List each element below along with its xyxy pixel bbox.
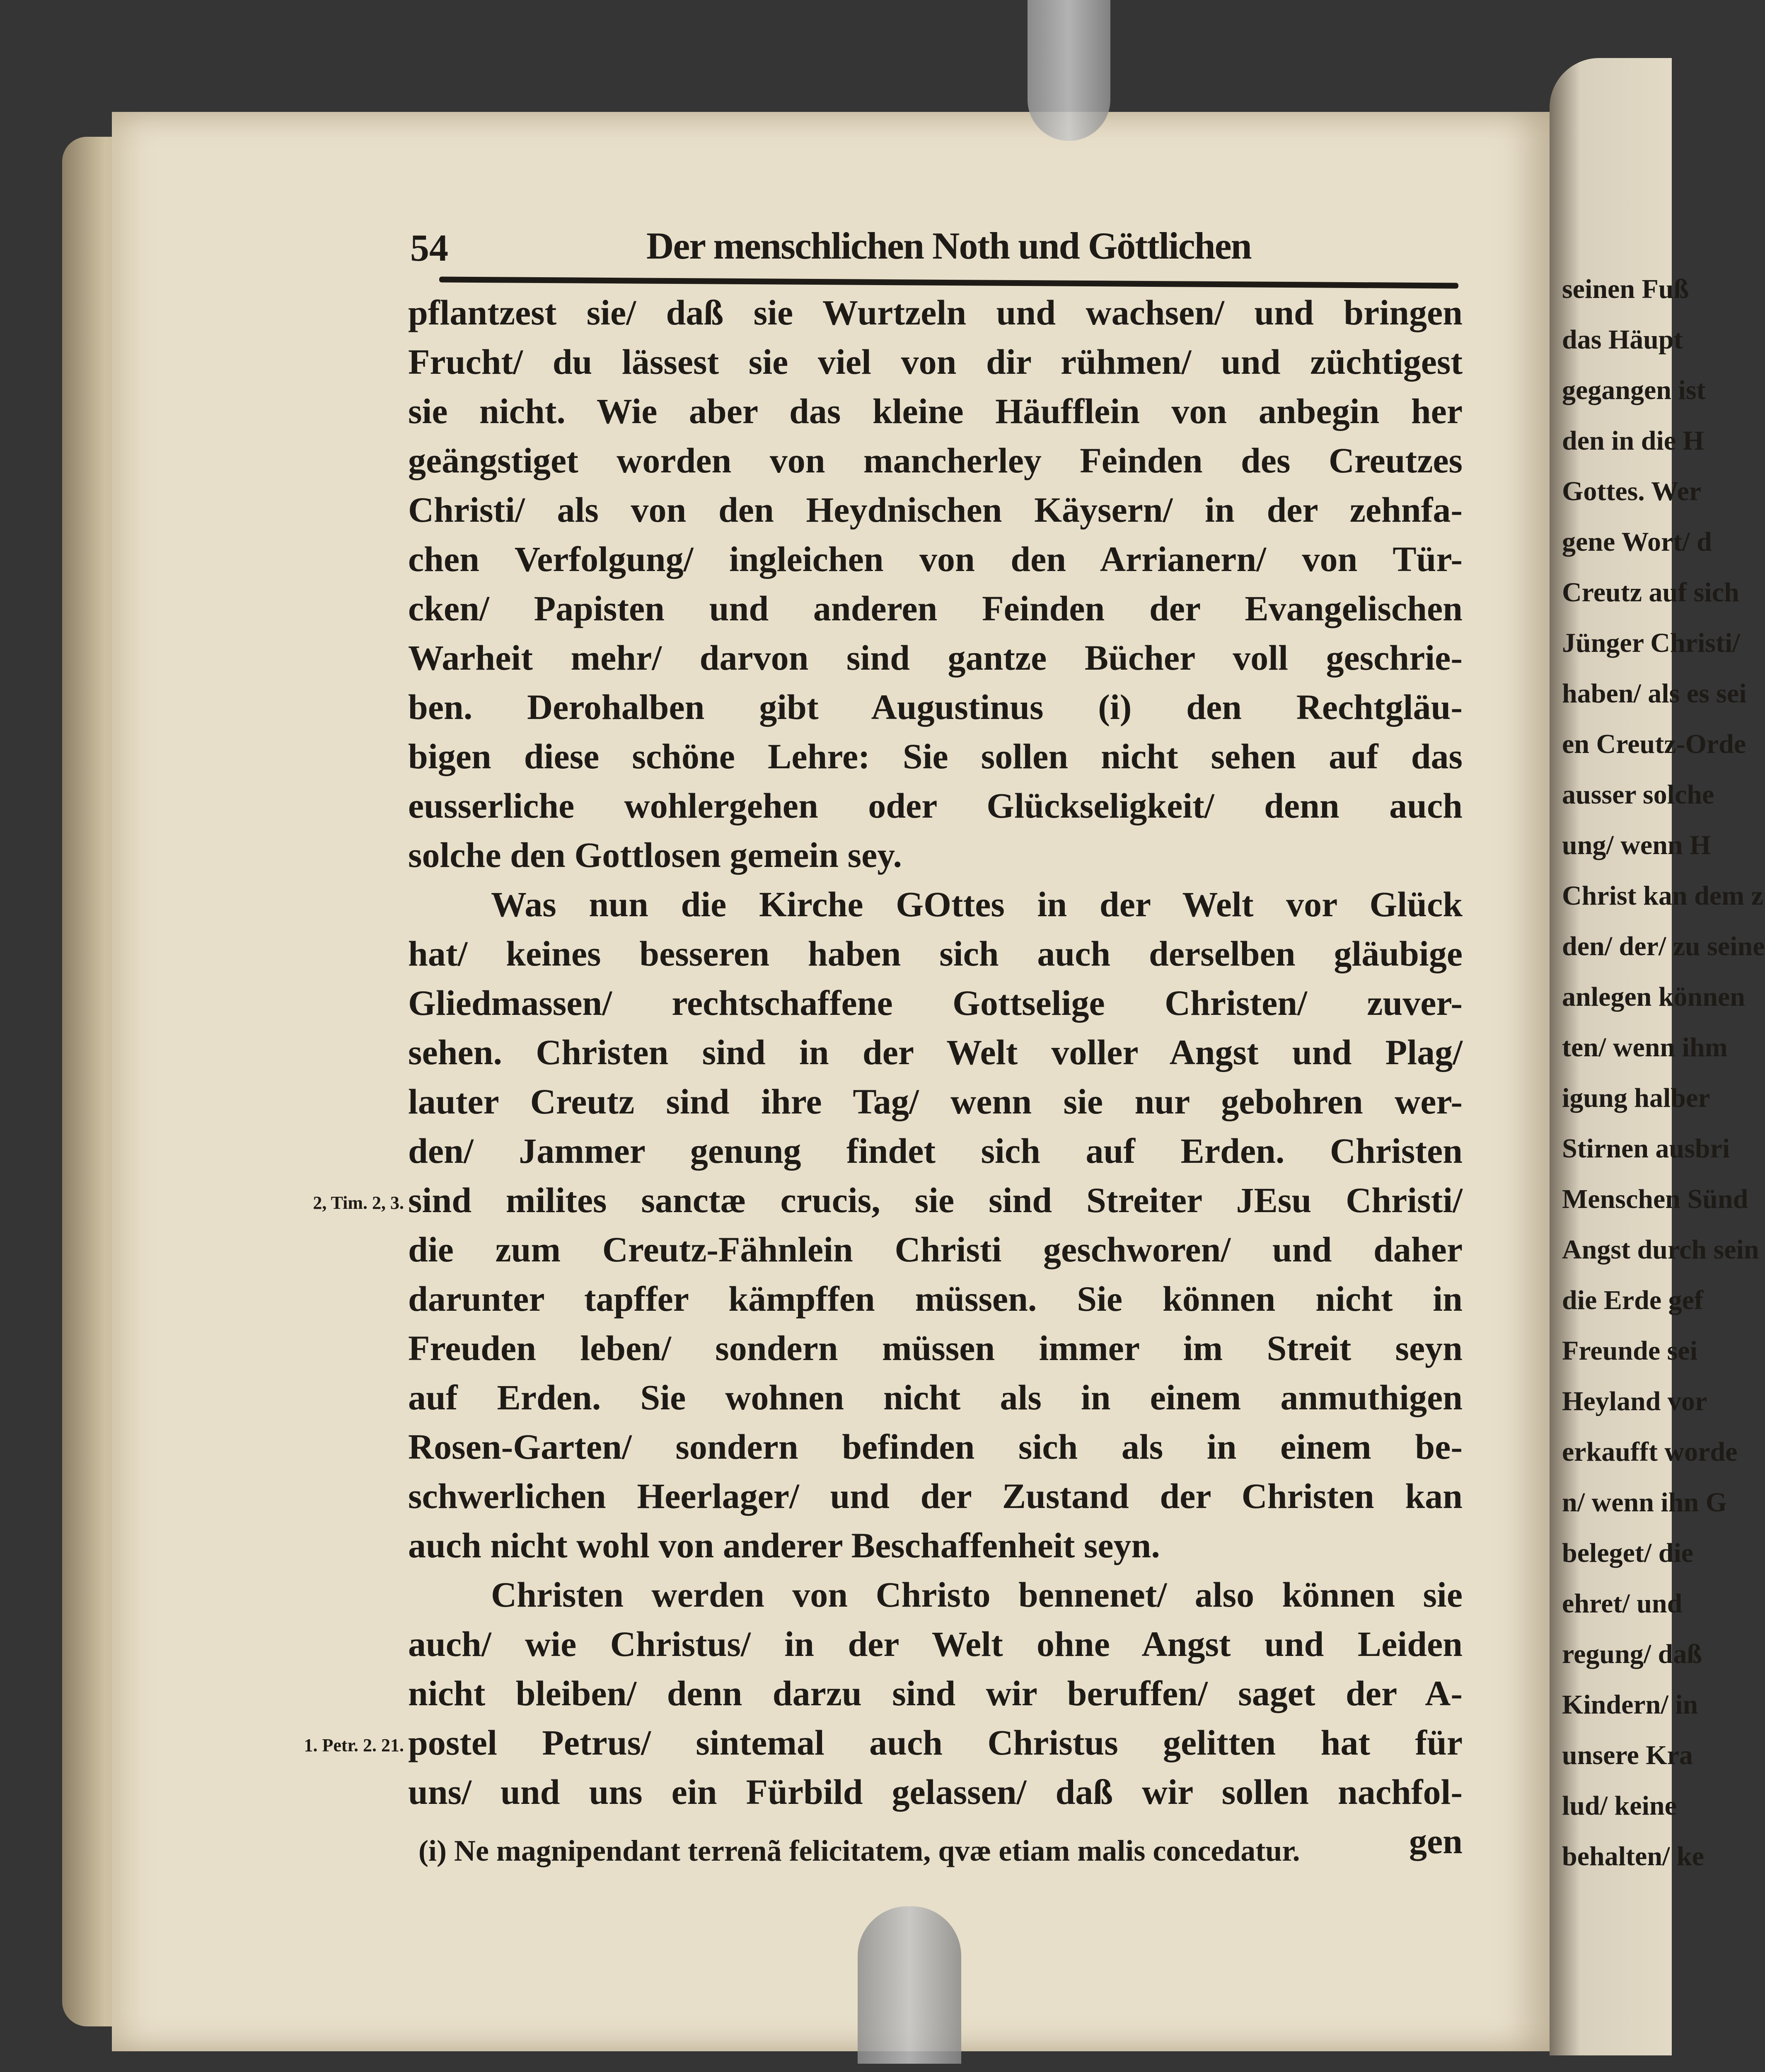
text-line: Freuden leben/ sondern müssen immer im Streit seyn xyxy=(408,1328,1463,1368)
text-line: solche den Gottlosen gemein sey. xyxy=(408,835,902,875)
facing-page-line: Menschen Sünd xyxy=(1562,1184,1748,1214)
text-line: hat/ keines besseren haben sich auch derselben gläubige xyxy=(408,934,1463,973)
book-clip-bottom xyxy=(858,1906,961,2064)
facing-page-line: Christ kan dem z xyxy=(1562,881,1763,911)
facing-page-line: unsere Kra xyxy=(1562,1740,1693,1770)
text-line: sind milites sanctæ crucis, sie sind Streiter JEsu Christi/ xyxy=(408,1180,1463,1220)
text-line: nicht bleiben/ denn darzu sind wir beruffen/ saget der A- xyxy=(408,1673,1463,1713)
facing-page-line: Heyland vor xyxy=(1562,1386,1707,1416)
text-line: lauter Creutz sind ihre Tag/ wenn sie nur gebohren wer- xyxy=(408,1082,1463,1121)
text-line: Christi/ als von den Heydnischen Käysern/ in der zehnfa- xyxy=(408,490,1463,530)
facing-page-line: die Erde gef xyxy=(1562,1285,1703,1315)
facing-page-line: haben/ als es sei xyxy=(1562,678,1747,709)
text-line: cken/ Papisten und anderen Feinden der Evangelischen xyxy=(408,588,1463,628)
text-line: den/ Jammer genung findet sich auf Erden. Christen xyxy=(408,1131,1463,1171)
facing-page-line: ausser solche xyxy=(1562,779,1714,810)
text-line: sehen. Christen sind in der Welt voller Angst und Plag/ xyxy=(408,1032,1463,1072)
facing-page-line: gene Wort/ d xyxy=(1562,527,1712,557)
facing-page-line: lud/ keine xyxy=(1562,1791,1677,1821)
margin-note: 1. Petr. 2. 21. xyxy=(304,1735,404,1755)
text-line: Frucht/ du lässest sie viel von dir rühmen/ und züchtigest xyxy=(408,342,1463,382)
facing-page-line: Jünger Christi/ xyxy=(1562,628,1740,658)
text-line: pflantzest sie/ daß sie Wurtzeln und wachsen/ und bringen xyxy=(408,293,1463,332)
facing-page-line: beleget/ die xyxy=(1562,1538,1694,1568)
facing-page-line: Angst durch sein xyxy=(1562,1234,1759,1265)
text-line: chen Verfolgung/ ingleichen von den Arrianern/ von Tür- xyxy=(408,539,1463,579)
text-line: bigen diese schöne Lehre: Sie sollen nicht sehen auf das xyxy=(408,736,1463,776)
page-number: 54 xyxy=(410,227,448,269)
text-line: Rosen-Garten/ sondern befinden sich als in einem be- xyxy=(408,1427,1463,1467)
facing-page-line: behalten/ ke xyxy=(1562,1841,1704,1871)
facing-page-line: erkaufft worde xyxy=(1562,1437,1738,1467)
facing-page-line: den/ der/ zu seine xyxy=(1562,931,1765,961)
facing-page-line: Kindern/ in xyxy=(1562,1690,1698,1720)
facing-page-line: Stirnen ausbri xyxy=(1562,1133,1730,1164)
text-line: schwerlichen Heerlager/ und der Zustand der Christen kan xyxy=(408,1476,1463,1516)
facing-page-line: gegangen ist xyxy=(1562,375,1706,405)
text-line: auf Erden. Sie wohnen nicht als in einem anmuthigen xyxy=(408,1377,1463,1417)
facing-page-line: ung/ wenn H xyxy=(1562,830,1711,860)
facing-page-line: das Häupt xyxy=(1562,324,1683,355)
body-text xyxy=(408,288,1463,1866)
running-head: Der menschlichen Noth und Göttlichen xyxy=(646,225,1251,267)
facing-page-line: ehret/ und xyxy=(1562,1588,1683,1619)
facing-page-line: Freunde sei xyxy=(1562,1336,1697,1366)
facing-page-line: den in die H xyxy=(1562,426,1704,456)
text-line: eusserliche wohlergehen oder Glückseligkeit/ denn auch xyxy=(408,786,1463,825)
facing-page xyxy=(1550,58,1765,2055)
text-line: darunter tapffer kämpffen müssen. Sie können nicht in xyxy=(408,1279,1463,1319)
facing-page-line: seinen Fuß xyxy=(1562,274,1689,304)
facing-page-line: ten/ wenn ihm xyxy=(1562,1032,1728,1063)
facing-page-line: anlegen können xyxy=(1562,982,1745,1012)
text-line: geängstiget worden von mancherley Feinden des Creutzes xyxy=(408,441,1463,480)
text-line: Warheit mehr/ darvon sind gantze Bücher voll geschrie- xyxy=(408,638,1463,678)
text-line: Christen werden von Christo bennenet/ also können sie xyxy=(491,1575,1463,1615)
facing-page-line: en Creutz-Orde xyxy=(1562,729,1746,759)
margin-note: 2, Tim. 2, 3. xyxy=(313,1193,404,1213)
facing-page-line: n/ wenn ihn G xyxy=(1562,1487,1727,1518)
text-line: ben. Derohalben gibt Augustinus (i) den Rechtgläu- xyxy=(408,687,1463,727)
book-clip-top xyxy=(1028,0,1110,141)
facing-page-line: igung halber xyxy=(1562,1083,1710,1113)
footnote: (i) Ne magnipendant terrenã felicitatem, qvæ etiam malis concedatur. xyxy=(418,1834,1300,1867)
text-line: gen xyxy=(1409,1821,1463,1861)
text-line: postel Petrus/ sintemal auch Christus gelitten hat für xyxy=(408,1723,1463,1762)
text-line: auch nicht wohl von anderer Beschaffenheit seyn. xyxy=(408,1525,1160,1565)
facing-page-line: Gottes. Wer xyxy=(1562,476,1702,506)
facing-page-line: Creutz auf sich xyxy=(1562,577,1739,608)
text-line: Was nun die Kirche GOttes in der Welt vor Glück xyxy=(491,884,1463,924)
text-line: die zum Creutz-Fähnlein Christi geschworen/ und daher xyxy=(408,1230,1463,1269)
facing-page-line: regung/ daß xyxy=(1562,1639,1702,1669)
text-line: sie nicht. Wie aber das kleine Häufflein von anbegin her xyxy=(408,391,1463,431)
text-line: auch/ wie Christus/ in der Welt ohne Angst und Leiden xyxy=(408,1624,1463,1664)
text-line: Gliedmassen/ rechtschaffene Gottselige Christen/ zuver- xyxy=(408,983,1463,1023)
text-line: uns/ und uns ein Fürbild gelassen/ daß wir sollen nachfol- xyxy=(408,1772,1463,1812)
